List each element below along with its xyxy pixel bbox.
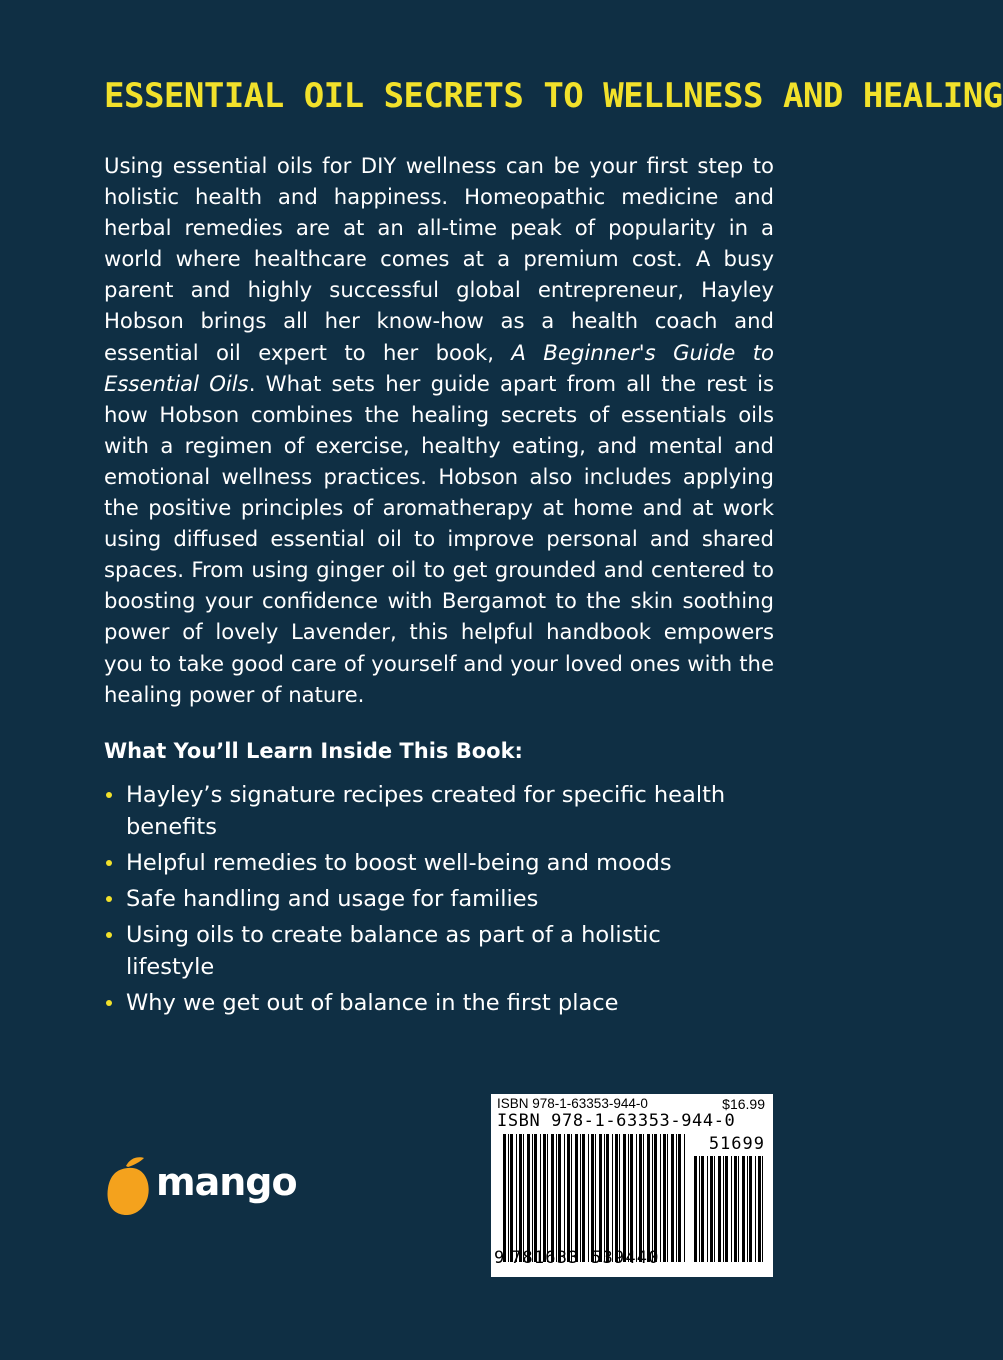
barcode-bar — [582, 1134, 585, 1262]
barcode-bar — [588, 1134, 589, 1262]
barcode-bar — [604, 1134, 605, 1262]
learn-list-item: Safe handling and usage for families — [104, 883, 744, 915]
barcode-bar — [623, 1134, 626, 1262]
barcode-bar — [718, 1156, 721, 1262]
cover-headline: ESSENTIAL OIL SECRETS TO WELLNESS AND HEALING — [104, 76, 1003, 116]
learn-list-item: Hayley’s signature recipes created for specific health benefits — [104, 779, 744, 843]
barcode-bar — [652, 1134, 653, 1262]
learn-list-item: Why we get out of balance in the first place — [104, 987, 744, 1019]
barcode-bar — [725, 1156, 728, 1262]
bullet-dot-icon — [106, 896, 112, 902]
barcode-bar — [710, 1156, 713, 1262]
barcode-bar — [747, 1156, 748, 1262]
barcode-bar — [571, 1134, 572, 1262]
barcode-bar — [540, 1134, 541, 1262]
barcode-bar — [636, 1134, 637, 1262]
barcode-bar — [564, 1134, 565, 1262]
barcode-bar — [612, 1134, 613, 1262]
barcode-lead-digit: 9 — [494, 1248, 505, 1268]
learn-list-item: Using oils to create balance as part of a holistic lifestyle — [104, 919, 744, 983]
bullet-dot-icon — [106, 1000, 112, 1006]
barcode-bar — [660, 1134, 661, 1262]
publisher-name: mango — [156, 1160, 297, 1204]
barcode-bar — [508, 1134, 509, 1262]
barcode-bar — [701, 1156, 704, 1262]
barcode-bar — [556, 1134, 557, 1262]
book-title-italic: A Beginner's Guide to Essential Oils — [104, 339, 774, 396]
barcode-bar — [714, 1156, 715, 1262]
barcode-digits: 781633 539440 — [511, 1248, 660, 1268]
barcode-bar — [510, 1134, 513, 1262]
barcode-bar — [615, 1134, 618, 1262]
barcode-bar — [758, 1156, 761, 1262]
learn-list — [104, 779, 744, 1023]
isbn-barcode — [491, 1094, 773, 1277]
book-description — [104, 150, 774, 710]
barcode-bar — [534, 1134, 537, 1262]
barcode-bar — [676, 1134, 677, 1262]
barcode-bar — [731, 1156, 732, 1262]
barcode-bar — [558, 1134, 561, 1262]
barcode-bar — [647, 1134, 650, 1262]
barcode-bar — [519, 1134, 522, 1262]
barcode-bar — [654, 1134, 657, 1262]
barcode-bar — [694, 1156, 697, 1262]
barcode-bar — [503, 1134, 506, 1262]
barcode-bar — [678, 1134, 681, 1262]
barcode-bar — [628, 1134, 629, 1262]
barcode-bar — [684, 1134, 685, 1262]
price-addon-code: 51699 — [708, 1134, 765, 1154]
barcode-bar — [667, 1134, 668, 1262]
barcode-bar — [543, 1134, 546, 1262]
isbn-ocr-text: ISBN 978-1-63353-944-0 — [497, 1111, 736, 1131]
barcode-bar — [580, 1134, 581, 1262]
barcode-bar — [723, 1156, 724, 1262]
barcode-bar — [738, 1156, 739, 1262]
barcode-bar — [575, 1134, 578, 1262]
mango-fruit-icon — [104, 1152, 152, 1218]
barcode-bar — [663, 1134, 666, 1262]
barcode-bar — [742, 1156, 745, 1262]
description-text-2: . What sets her guide apart from all the rest is how Hobson combines the healing secrets of essentials oils with a regimen of exercise, healthy eating, and mental and emotional wellness practices. Hobson also includes applying the positive principles of aromatherapy at home and at work using diffused essential oil to improve personal and shared spaces. From using ginger oil to get grounded and centered to boosting your confidence with Bergamot to the skin soothing power of lovely Lavender, this helpful handbook empowers you to take good care of yourself and your loved ones with the healing power of nature. — [104, 370, 774, 707]
barcode-bar — [762, 1156, 763, 1262]
bullet-dot-icon — [106, 792, 112, 798]
barcode-bar — [567, 1134, 570, 1262]
barcode-bar — [523, 1134, 524, 1262]
isbn-label: ISBN 978-1-63353-944-0 — [497, 1096, 648, 1111]
barcode-bar — [734, 1156, 737, 1262]
barcode-bar — [619, 1134, 620, 1262]
barcode-bar — [707, 1156, 708, 1262]
bullet-dot-icon — [106, 860, 112, 866]
barcode-bar — [591, 1134, 594, 1262]
barcode-bar — [699, 1156, 700, 1262]
learn-heading: What You’ll Learn Inside This Book: — [104, 739, 523, 763]
description-text-1: Using essential oils for DIY wellness can be your first step to holistic health and happiness. Homeopathic medicine and herbal remedies are at an all-time peak of popularity in a world where healthcare comes at a premium cost. A busy parent and highly successful global entrepreneur, Hayley Hobson brings all her know-how as a health coach and essential oil expert to her book, — [104, 153, 774, 365]
bullet-dot-icon — [106, 932, 112, 938]
learn-list-item: Helpful remedies to boost well-being and moods — [104, 847, 744, 879]
price-label: $16.99 — [722, 1096, 765, 1112]
barcode-bar — [606, 1134, 609, 1262]
barcode-bar — [551, 1134, 554, 1262]
barcode-bar — [639, 1134, 642, 1262]
barcode-bar — [749, 1156, 752, 1262]
barcode-bar — [755, 1156, 756, 1262]
barcode-bar — [527, 1134, 530, 1262]
barcode-bar — [532, 1134, 533, 1262]
barcode-bar — [671, 1134, 674, 1262]
barcode-bar — [516, 1134, 517, 1262]
barcode-bar — [599, 1134, 602, 1262]
barcode-bar — [547, 1134, 548, 1262]
barcode-bar — [630, 1134, 633, 1262]
barcode-bar — [595, 1134, 596, 1262]
barcode-bar — [643, 1134, 644, 1262]
